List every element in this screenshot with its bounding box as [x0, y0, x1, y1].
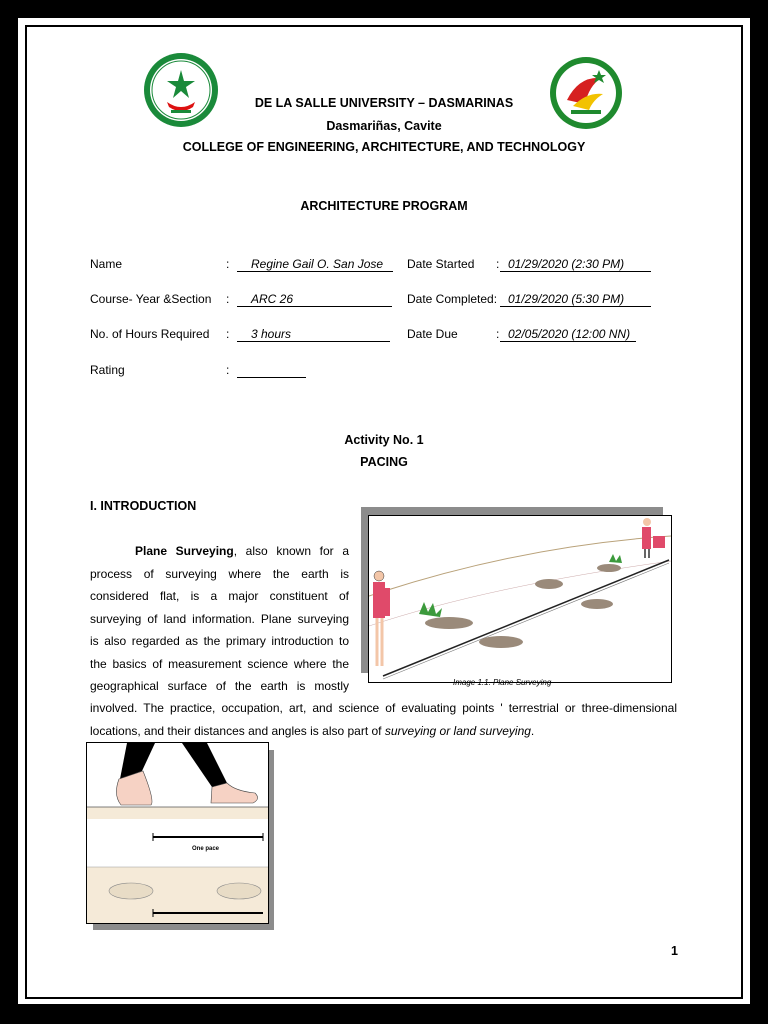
one-pace-image — [86, 742, 269, 924]
name-colon: : — [226, 257, 230, 271]
date-due-colon: : — [496, 327, 500, 341]
rating-label: Rating — [90, 363, 125, 377]
intro-line-2: process of surveying where the earth is — [90, 567, 349, 581]
intro-term: Plane Surveying — [135, 544, 234, 558]
intro-line-7: geographical surface of the earth is mostly — [90, 679, 349, 693]
section-heading: I. INTRODUCTION — [90, 499, 197, 513]
image1-caption: Image 1.1. Plane Surveying — [453, 678, 552, 687]
plane-surveying-image — [368, 515, 672, 683]
course-label: Course- Year &Section — [90, 292, 212, 306]
date-completed-value: 01/29/2020 (5:30 PM) — [500, 292, 651, 307]
hours-label: No. of Hours Required — [90, 327, 210, 341]
date-completed-label: Date Completed: — [407, 292, 498, 306]
intro-line-8: involved. The practice, occupation, art, and science of evaluating points ' terrestrial or three-dimensional — [90, 701, 677, 715]
course-colon: : — [226, 292, 230, 306]
intro-line-4: surveying of land information. Plane surveying — [90, 612, 349, 626]
date-started-value: 01/29/2020 (2:30 PM) — [500, 257, 651, 272]
date-started-colon: : — [496, 257, 500, 271]
intro-line-3: considered flat, is a major constituent of — [90, 589, 349, 603]
university-name: DE LA SALLE UNIVERSITY – DASMARINAS — [254, 96, 514, 110]
one-pace-illustration — [87, 743, 268, 923]
page-number: 1 — [671, 944, 678, 958]
name-label: Name — [90, 257, 123, 271]
date-started-label: Date Started — [407, 257, 475, 271]
rating-colon: : — [226, 363, 230, 377]
rating-blank — [237, 377, 306, 378]
intro-italic-term: surveying or land surveying — [384, 724, 531, 738]
intro-line-5: is also regarded as the primary introduction to — [90, 634, 349, 648]
university-seal-logo — [143, 52, 219, 128]
university-location: Dasmariñas, Cavite — [326, 119, 442, 133]
activity-title: PACING — [360, 455, 408, 469]
hours-value: 3 hours — [237, 327, 390, 342]
course-value: ARC 26 — [237, 292, 392, 307]
hours-colon: : — [226, 327, 230, 341]
name-value: Regine Gail O. San Jose — [237, 257, 393, 272]
intro-line-1 — [90, 540, 349, 563]
activity-number: Activity No. 1 — [344, 433, 424, 447]
program-title: ARCHITECTURE PROGRAM — [300, 199, 468, 213]
intro-line-9: locations, and their distances and angles is also part of surveying or land surveying. — [90, 724, 535, 738]
college-name: COLLEGE OF ENGINEERING, ARCHITECTURE, AND TECHNOLOGY — [182, 140, 586, 154]
date-due-label: Date Due — [407, 327, 458, 341]
date-due-value: 02/05/2020 (12:00 NN) — [500, 327, 636, 342]
one-pace-label: One pace — [192, 846, 220, 852]
intro-line-1-text: , also known for a — [233, 544, 349, 558]
intro-line-6: the basics of measurement science where the — [90, 657, 349, 671]
plane-surveying-illustration — [369, 516, 671, 682]
